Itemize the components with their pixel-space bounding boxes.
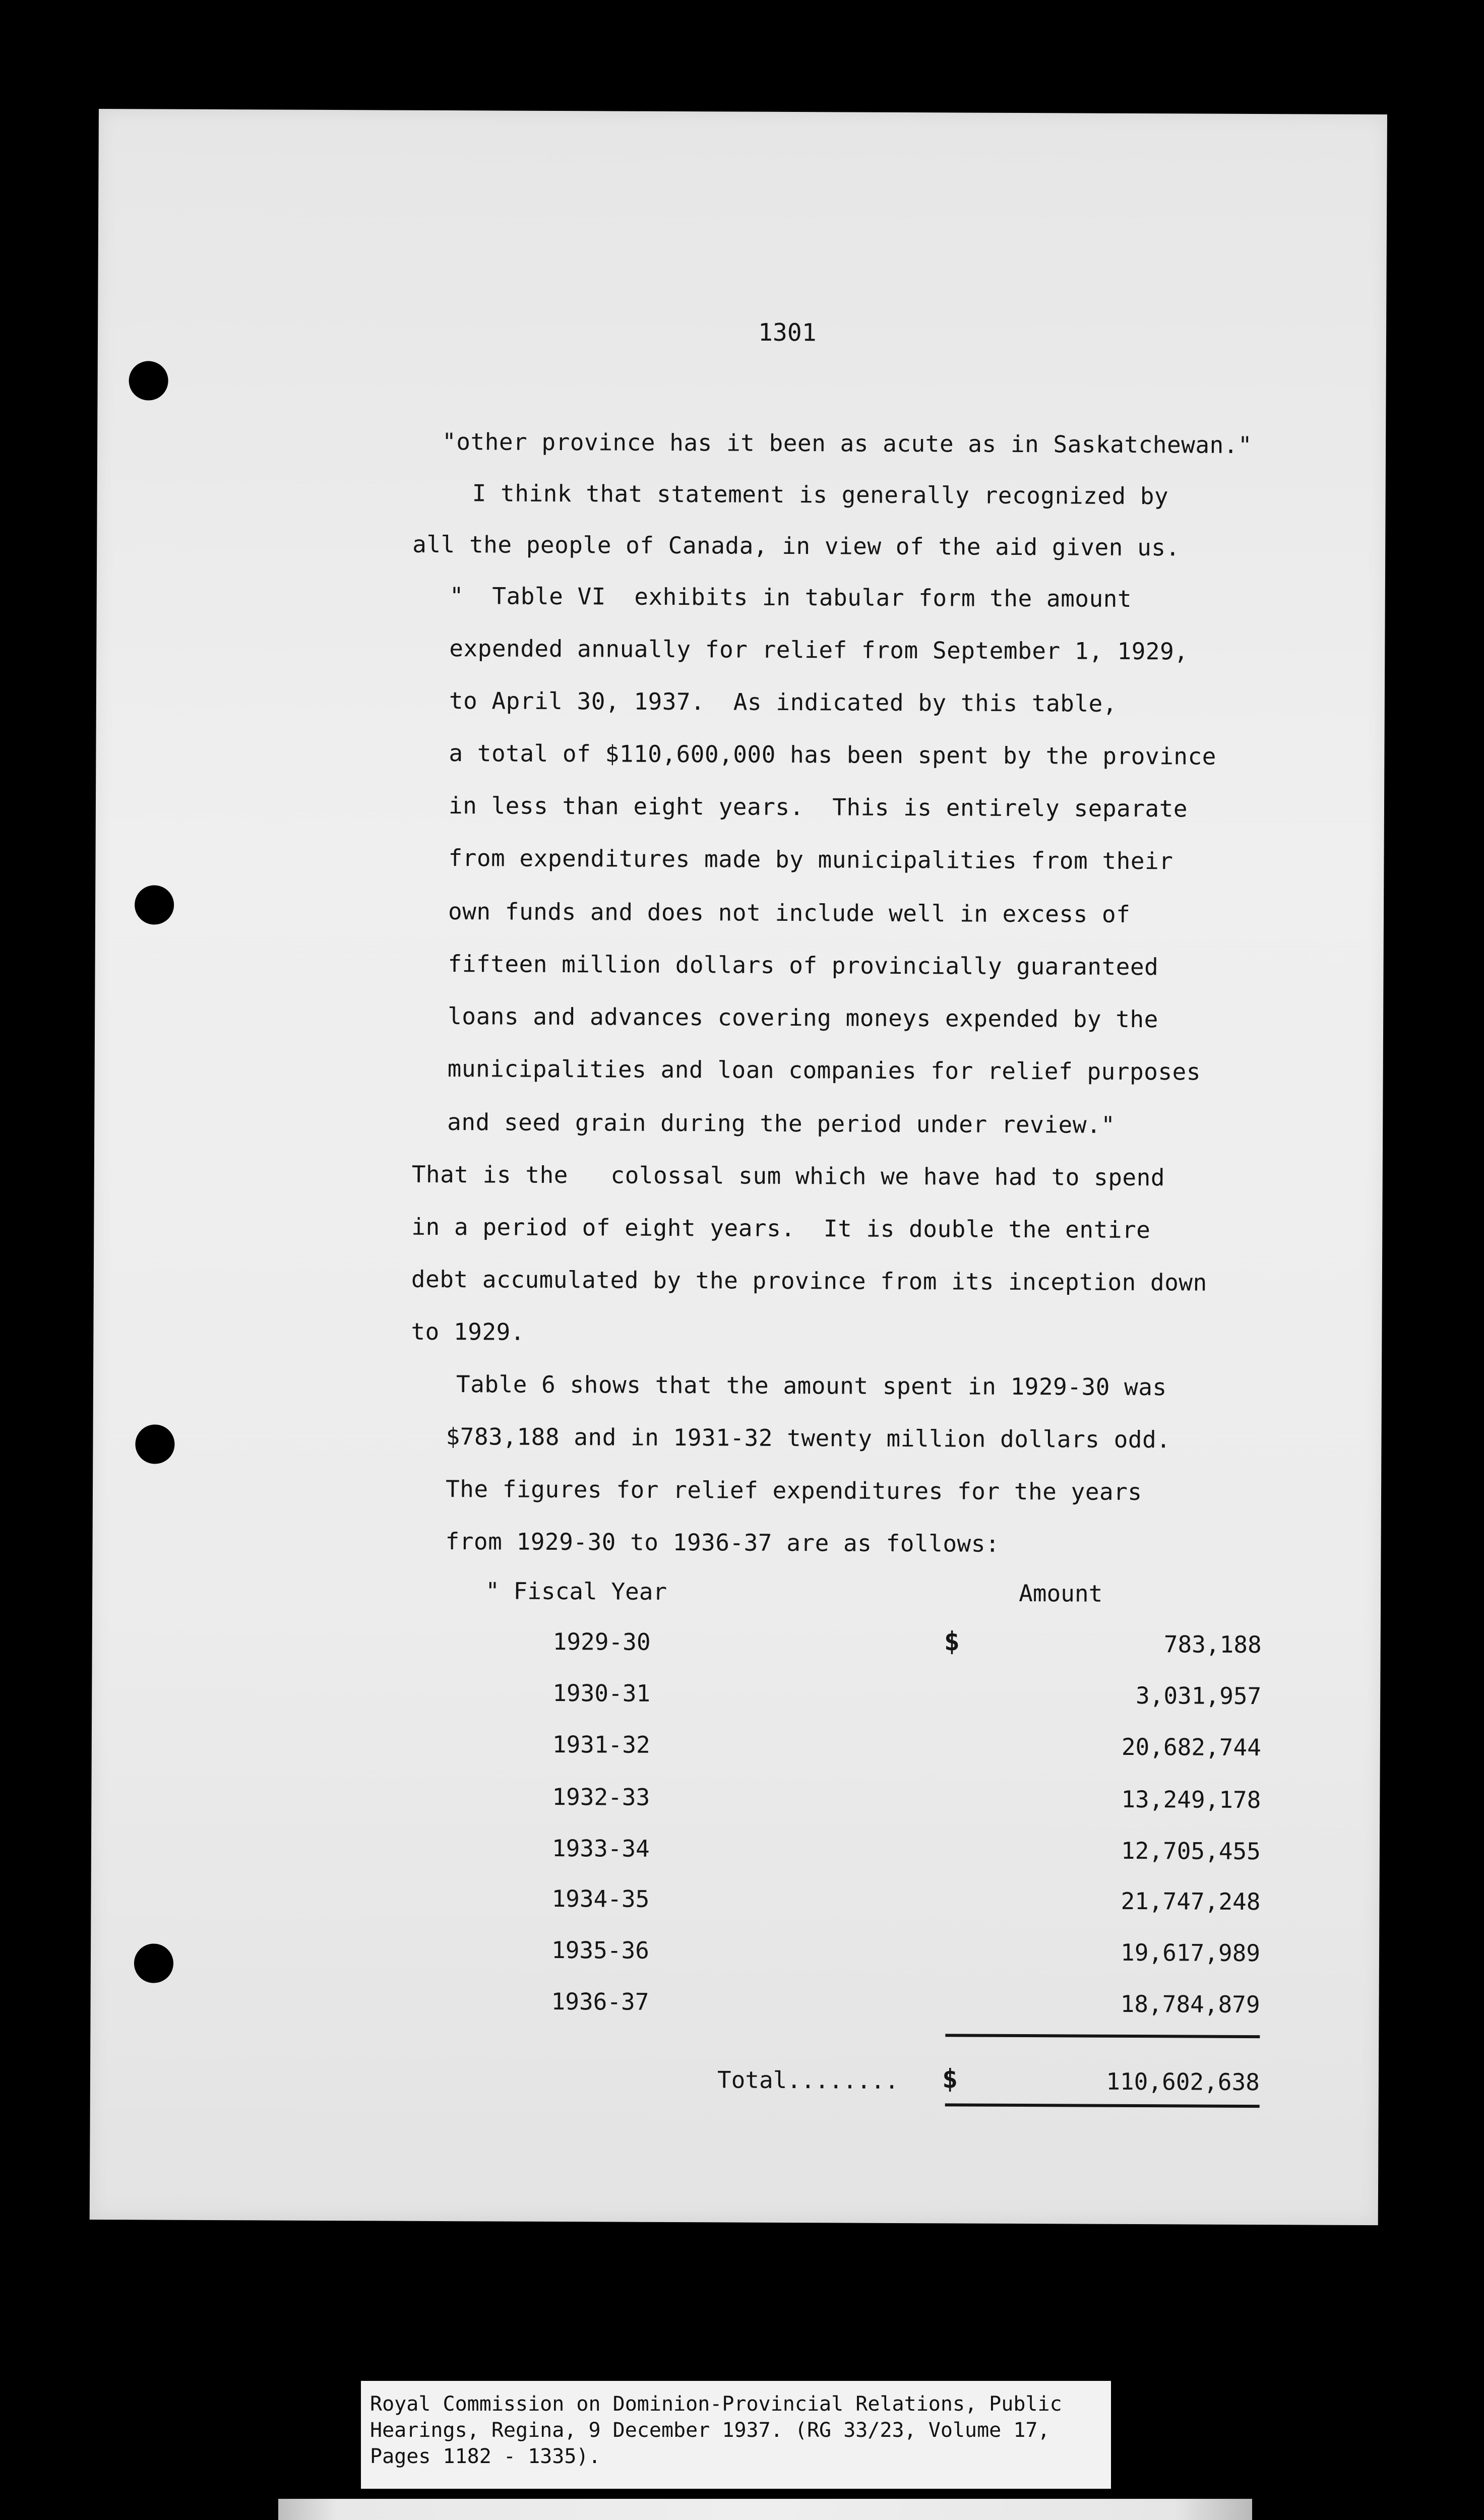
body-line: That is the colossal sum which we have had to spend (411, 1160, 1165, 1191)
table-row-year: 1934-35 (551, 1884, 650, 1913)
body-line: $783,188 and in 1931-32 twenty million dollars odd. (446, 1423, 1171, 1454)
table-row-amount: 18,784,879 (1120, 1990, 1260, 2019)
body-line: a total of $110,600,000 has been spent by the province (449, 739, 1217, 770)
table-row-amount: 20,682,744 (1121, 1733, 1261, 1761)
body-line: own funds and does not include well in excess of (448, 898, 1131, 928)
table-row-year: 1929-30 (552, 1627, 651, 1656)
body-line: " Table VI exhibits in tabular form the amount (449, 582, 1132, 612)
body-line: municipalities and loan companies for relief purposes (447, 1055, 1201, 1086)
body-line: I think that statement is generally recognized by (472, 479, 1169, 510)
body-line: expended annually for relief from September 1, 1929, (449, 635, 1189, 665)
table-total-label: Total........ (717, 2066, 899, 2094)
table-row-amount: 3,031,957 (1135, 1682, 1262, 1710)
table-row-year: 1936-37 (551, 1987, 649, 2015)
body-line: debt accumulated by the province from its inception down (411, 1265, 1207, 1296)
table-row-amount: 13,249,178 (1121, 1785, 1261, 1814)
punch-hole (135, 885, 174, 924)
body-line: to 1929. (411, 1317, 525, 1346)
body-line: all the people of Canada, in view of the aid given us. (412, 530, 1180, 561)
table-row-amount: 21,747,248 (1121, 1887, 1261, 1916)
punch-hole (134, 1943, 173, 1983)
source-label (361, 2381, 1111, 2489)
currency-symbol: $ (944, 1626, 960, 1657)
table-row-year: 1933-34 (551, 1834, 650, 1862)
body-line: loans and advances covering moneys expended by the (448, 1002, 1158, 1033)
document-page (90, 109, 1387, 2225)
body-line: to April 30, 1937. As indicated by this table, (449, 687, 1118, 717)
body-line: from 1929-30 to 1936-37 are as follows: (445, 1528, 1000, 1557)
body-line: "other province has it been as acute as in Saskatchewan." (442, 427, 1253, 459)
body-line: in a period of eight years. It is double the entire (411, 1213, 1151, 1244)
table-row-amount: 783,188 (1163, 1630, 1262, 1659)
table-header-amount: Amount (1019, 1579, 1103, 1607)
table-header-fiscal-year: " Fiscal Year (485, 1577, 667, 1605)
table-row-year: 1931-32 (552, 1730, 650, 1758)
table-row-year: 1935-36 (551, 1936, 650, 1964)
body-line: and seed grain during the period under review." (447, 1108, 1116, 1139)
body-line: The figures for relief expenditures for the years (445, 1475, 1142, 1506)
body-line: Table 6 shows that the amount spent in 1929-30 was (456, 1370, 1167, 1401)
body-line: from expenditures made by municipalities from their (448, 844, 1173, 875)
archive-stamp (278, 2499, 1252, 2520)
punch-hole (135, 1424, 174, 1464)
table-row-amount: 19,617,989 (1120, 1938, 1261, 1967)
table-total-amount: 110,602,638 (1106, 2067, 1260, 2096)
table-row-amount: 12,705,455 (1121, 1837, 1261, 1865)
table-row-year: 1932-33 (552, 1783, 650, 1811)
body-line: in less than eight years. This is entirely separate (448, 792, 1188, 823)
page-number: 1301 (758, 318, 817, 347)
table-row-year: 1930-31 (552, 1679, 651, 1707)
source-label-text: Royal Commission on Dominion-Provincial Relations, Public Hearings, Regina, 9 December 1937. (RG 33/23, Volume 17, Pages 1182 - 1335). (370, 2392, 1062, 2468)
currency-symbol-total: $ (942, 2064, 958, 2095)
body-line: fifteen million dollars of provincially guaranteed (448, 950, 1159, 981)
amount-column (947, 112, 1268, 2225)
